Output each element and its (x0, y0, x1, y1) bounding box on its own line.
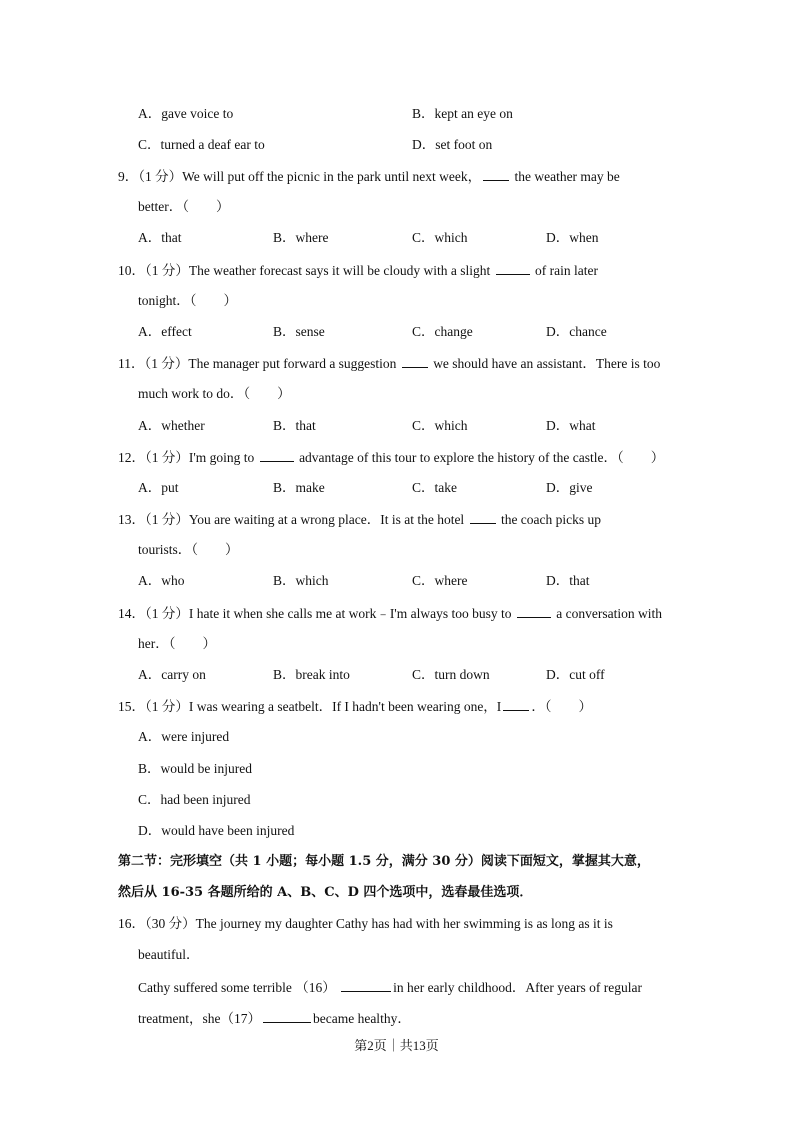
q14-option-b: B．break into (273, 667, 350, 682)
q10-option-a: A．effect (138, 324, 192, 339)
q13-option-b: B．which (273, 573, 329, 588)
q10-blank (496, 262, 530, 275)
q9-stem-post: the weather may be (511, 169, 620, 184)
q16-blank-17 (263, 1010, 311, 1023)
q9-blank (483, 168, 509, 181)
q13-option-d: D．that (546, 573, 590, 588)
q13-stem-post: the coach picks up (500, 512, 602, 527)
q9-stem-pre: 9．（1 分）We will put off the picnic in the park until next week， (118, 169, 482, 184)
q11-stem-post: we should have an assistant．There is too (433, 356, 661, 371)
q10-option-b: B．sense (273, 324, 325, 339)
q12-stem (118, 449, 664, 466)
q15-option-c: C．had been injured (138, 792, 251, 807)
q9-option-d: D．when (546, 230, 599, 245)
q9-stem-cont: better．（ ） (138, 199, 230, 214)
q14-blank (517, 605, 551, 618)
q13-option-c: C．where (412, 573, 468, 588)
q14-option-c: C．turn down (412, 667, 490, 682)
q14-option-d: D．cut off (546, 667, 605, 682)
q15-blank (503, 698, 529, 711)
q16-stem-text: 16．（30 分）The journey my daughter Cathy has had with her swimming is as long as it is (118, 916, 613, 931)
q8-option-b: B．kept an eye on (412, 106, 513, 121)
q16-passage-line1-pre: Cathy suffered some terrible （16） (138, 980, 336, 995)
q15-option-a: A．were injured (138, 729, 230, 744)
q12-blank (260, 449, 294, 462)
q11-stem-pre: 11．（1 分）The manager put forward a suggestion (118, 356, 397, 371)
q9-option-a: A．that (138, 230, 182, 245)
q15-option-b: B．would be injured (138, 761, 252, 776)
q13-stem-cont: tourists．（ ） (138, 542, 239, 557)
q11-blank (402, 355, 428, 368)
q11-option-c: C．which (412, 418, 468, 433)
q13-stem (118, 511, 673, 528)
q16-stem (118, 916, 673, 932)
q8-option-d: D．set foot on (412, 137, 493, 152)
q13-blank (470, 511, 496, 524)
q13-stem-pre: 13．（1 分）You are waiting at a wrong place．It is at the hotel (118, 512, 465, 527)
q8-option-a: A．gave voice to (138, 106, 234, 121)
q15-stem-post: ．（ ） (531, 699, 593, 714)
q12-option-a: A．put (138, 480, 179, 495)
q15-option-d: D．would have been injured (138, 823, 295, 838)
q10-option-d: D．chance (546, 324, 607, 339)
q12-option-d: D．give (546, 480, 593, 495)
q16-stem-cont: beautiful． (138, 947, 200, 962)
q11-option-b: B．that (273, 418, 316, 433)
q12-stem-post: advantage of this tour to explore the history of the castle．（ ） (299, 450, 665, 465)
q12-option-b: B．make (273, 480, 325, 495)
q9-option-b: B．where (273, 230, 329, 245)
q11-stem-cont: much work to do．（ ） (138, 386, 291, 401)
section2-heading-line1: 第二节：完形填空（共 1 小题；每小题 1.5 分，满分 30 分）阅读下面短文，掌握其大意， (118, 854, 650, 869)
q15-stem-pre: 15．（1 分）I was wearing a seatbelt．If I hadn't been wearing one，I (118, 699, 502, 714)
q11-stem (118, 355, 673, 372)
q9-stem (118, 168, 673, 185)
q14-stem-pre: 14．（1 分）I hate it when she calls me at work﹣I'm always too busy to (118, 606, 512, 621)
q16-blank-16 (341, 979, 391, 992)
q14-stem-cont: her．（ ） (138, 636, 216, 651)
q16-passage-line2-pre: treatment，she（17） (138, 1011, 261, 1026)
page-footer: 第2页｜共13页 (354, 1038, 439, 1053)
q10-stem-cont: tonight．（ ） (138, 293, 238, 308)
q16-passage-line2 (138, 1010, 411, 1027)
section2-heading-line2: 然后从 16-35 各题所给的 A、B、C、D 四个选项中，选春最佳选项． (118, 885, 533, 900)
q12-stem-pre: 12．（1 分）I'm going to (118, 450, 255, 465)
q11-option-a: A．whether (138, 418, 205, 433)
q10-stem (118, 262, 673, 279)
q12-option-c: C．take (412, 480, 457, 495)
q13-option-a: A．who (138, 573, 185, 588)
q15-stem (118, 698, 592, 715)
q10-option-c: C．change (412, 324, 473, 339)
q10-stem-post: of rain later (535, 263, 599, 278)
q10-stem-pre: 10．（1 分）The weather forecast says it will be cloudy with a slight (118, 263, 491, 278)
q8-option-c: C．turned a deaf ear to (138, 137, 265, 152)
q16-passage-line2-post: became healthy． (312, 1011, 411, 1026)
q14-option-a: A．carry on (138, 667, 206, 682)
q11-option-d: D．what (546, 418, 596, 433)
q16-passage-line1-post: in her early childhood．After years of regular (393, 980, 642, 995)
q16-passage-line1 (138, 979, 673, 996)
q14-stem-post: a conversation with (556, 606, 662, 621)
q9-option-c: C．which (412, 230, 468, 245)
q14-stem (118, 605, 673, 622)
